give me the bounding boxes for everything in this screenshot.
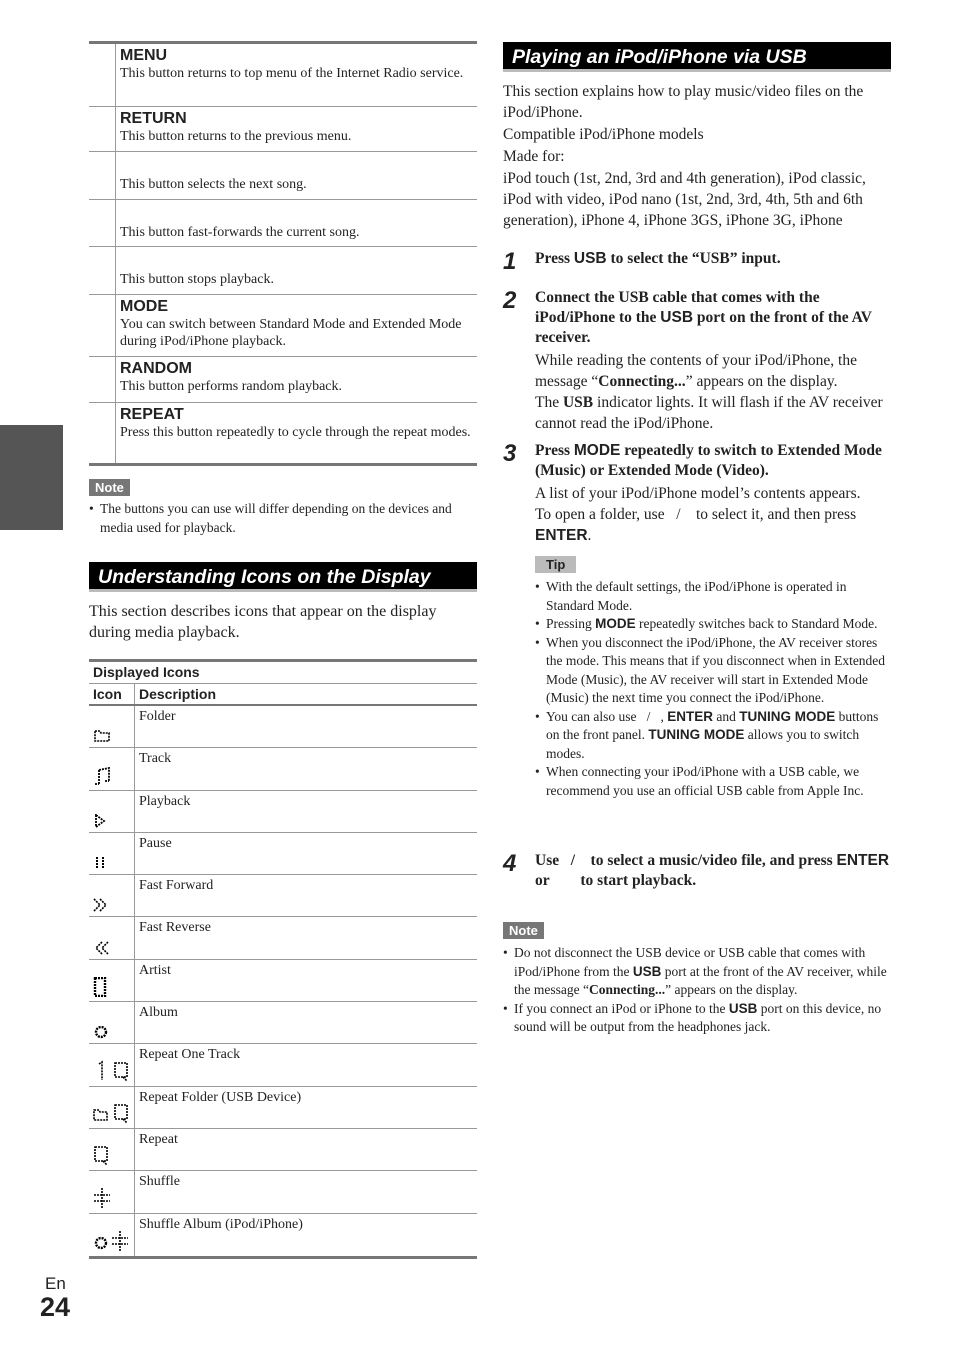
- text: repeatedly switches back to Standard Mode.: [635, 616, 878, 631]
- section-heading: Playing an iPod/iPhone via USB: [503, 42, 891, 72]
- step-2: [503, 288, 891, 434]
- text: or to start playback.: [535, 852, 893, 889]
- table-title: Displayed Icons: [89, 662, 477, 684]
- tip-item: • When connecting your iPod/iPhone with a USB cable, we recommend you use an official USB cable from Apple Inc.: [535, 763, 891, 800]
- section-heading: Understanding Icons on the Display: [89, 562, 477, 592]
- column-header-icon: Icon: [89, 684, 135, 704]
- button-icon-cell: [89, 247, 116, 294]
- table-row: [89, 1002, 477, 1044]
- table-row: [89, 875, 477, 917]
- step-number: 1: [503, 248, 517, 275]
- text: .: [587, 527, 592, 544]
- icon-description: Fast Reverse: [139, 920, 211, 936]
- key-label: TUNING MODE: [739, 708, 836, 724]
- icon-description: Playback: [139, 793, 191, 809]
- button-icon-cell: [89, 107, 116, 151]
- text: repeatedly to switch to Extended Mode (Music) or Extended Mode (Video).: [535, 442, 882, 479]
- button-description: This button stops playback.: [120, 272, 274, 287]
- step-title: [535, 851, 891, 891]
- tip-item: [535, 615, 891, 634]
- text: Press: [535, 250, 574, 267]
- key-label: ENTER: [667, 708, 714, 724]
- button-description: Press this button repeatedly to cycle through the repeat modes.: [120, 425, 471, 440]
- table-row: [89, 295, 477, 357]
- note-box: [503, 922, 891, 1037]
- message-text: Connecting...: [598, 373, 686, 390]
- key-label: TUNING MODE: [648, 727, 745, 742]
- button-description: This button returns to top menu of the Internet Radio service.: [120, 66, 464, 81]
- playback-icon: [93, 814, 107, 828]
- step-title: [535, 288, 891, 348]
- text: You can also use / ,: [546, 708, 668, 724]
- key-label: ENTER: [836, 852, 890, 869]
- button-icon-cell: [89, 403, 116, 463]
- table-row: [89, 1129, 477, 1171]
- button-description: This button performs random playback.: [120, 379, 343, 394]
- paragraph: This section explains how to play music/video files on the iPod/iPhone.: [503, 83, 864, 121]
- text: allows you to switch modes.: [546, 727, 860, 761]
- repeat-icon: [93, 1144, 111, 1166]
- icon-description: Folder: [139, 709, 176, 724]
- text: While reading the contents of your iPod/iPhone, the message “: [535, 352, 857, 390]
- tip-box: [535, 556, 891, 800]
- key-label: USB: [728, 1000, 758, 1016]
- button-description: This button returns to the previous menu.: [120, 129, 352, 144]
- fast-forward-icon: [93, 898, 109, 912]
- artist-icon: [93, 977, 107, 997]
- table-row: [89, 247, 477, 295]
- step-number: 3: [503, 440, 517, 467]
- tip-item: • With the default settings, the iPod/iPhone is operated in Standard Mode.: [535, 578, 891, 615]
- text: Connect the USB cable that comes with the iPod/iPhone to the: [535, 289, 820, 326]
- text: Use / to select a music/video file, and press: [535, 852, 837, 869]
- key-label: USB: [632, 963, 662, 979]
- icon-description: Artist: [139, 962, 171, 978]
- note-label: Note: [89, 479, 130, 496]
- album-icon: [93, 1025, 109, 1039]
- button-name: MENU: [120, 47, 168, 64]
- note-box: [89, 479, 477, 537]
- table-row: [89, 1044, 477, 1086]
- paragraph: Compatible iPod/iPhone models: [503, 126, 704, 143]
- note-item: • The buttons you can use will differ depending on the devices and media used for playback.: [89, 500, 477, 537]
- button-description: You can switch between Standard Mode and Extended Mode during iPod/iPhone playback.: [120, 317, 462, 349]
- column-header-description: Description: [139, 686, 217, 702]
- text: port on this device, no sound will be output from the headphones jack.: [514, 1000, 882, 1034]
- text: indicator lights. It will flash if the AV receiver cannot read the iPod/iPhone.: [535, 394, 883, 432]
- note-item: [503, 944, 891, 1000]
- text: ” appears on the display.: [665, 982, 798, 997]
- key-label: USB: [573, 250, 607, 267]
- table-row: [89, 403, 477, 463]
- remote-buttons-table: [89, 41, 477, 466]
- folder-icon: [93, 729, 111, 743]
- button-icon-cell: [89, 152, 116, 199]
- icon-description: Pause: [139, 835, 172, 851]
- note-item: [503, 1000, 891, 1037]
- repeat-one-icon: [93, 1060, 131, 1082]
- text: port on the front of the AV receiver.: [535, 309, 872, 346]
- message-text: Connecting...: [588, 982, 666, 997]
- table-row: [89, 748, 477, 790]
- key-label: MODE: [595, 616, 636, 631]
- track-icon: [93, 766, 111, 786]
- table-row: [89, 791, 477, 833]
- chapter-side-tab: [0, 425, 63, 530]
- usb-intro: [503, 81, 891, 231]
- table-header: [89, 684, 477, 706]
- paragraph: iPod touch (1st, 2nd, 3rd and 4th generation), iPod classic, iPod with video, iPod nano (1st, 2nd, 3rd, 4th, 5th and 6th generation), iPhone 4, iPhone 3GS, iPhone 3G, iPhone: [503, 170, 866, 229]
- icon-description: Shuffle: [139, 1174, 180, 1190]
- step-text: [535, 504, 891, 546]
- text: The: [535, 394, 563, 411]
- table-row: [89, 107, 477, 152]
- tip-label: Tip: [535, 556, 576, 573]
- button-icon-cell: [89, 295, 116, 356]
- icon-description: Repeat Folder (USB Device): [139, 1089, 302, 1105]
- table-row: [89, 1087, 477, 1129]
- text: and: [713, 708, 740, 724]
- shuffle-album-icon: [93, 1230, 131, 1252]
- text: to select the “USB” input.: [606, 250, 781, 267]
- table-row: [89, 44, 477, 107]
- fast-reverse-icon: [93, 941, 109, 955]
- button-name: MODE: [120, 298, 168, 315]
- icon-description: Repeat: [139, 1131, 178, 1147]
- displayed-icons-table: [89, 659, 477, 1259]
- key-label: ENTER: [535, 527, 588, 544]
- pause-icon: [93, 856, 107, 870]
- step-title: [535, 441, 891, 481]
- step-text: A list of your iPod/iPhone model’s contents appears.: [535, 485, 861, 502]
- key-label: MODE: [573, 442, 621, 459]
- section-intro: This section describes icons that appear on the display during media playback.: [89, 603, 437, 641]
- button-name: REPEAT: [120, 406, 184, 423]
- indicator-label: USB: [562, 394, 594, 411]
- tip-item: [535, 708, 891, 764]
- text: Press: [535, 442, 574, 459]
- icon-description: Track: [139, 751, 172, 767]
- table-row: [89, 152, 477, 200]
- key-label: USB: [660, 309, 694, 326]
- table-row: [89, 357, 477, 403]
- icon-description: Repeat One Track: [139, 1047, 241, 1063]
- text: buttons on the front panel.: [546, 708, 879, 742]
- step-text: [535, 350, 891, 392]
- button-description: This button selects the next song.: [120, 177, 307, 192]
- repeat-folder-icon: [93, 1102, 131, 1124]
- step-title: [535, 249, 891, 269]
- text: Do not disconnect the USB device or USB cable that comes with iPod/iPhone from the: [514, 945, 866, 979]
- shuffle-icon: [93, 1187, 111, 1209]
- table-row: [89, 917, 477, 959]
- note-label: Note: [503, 922, 544, 939]
- paragraph: Made for:: [503, 148, 565, 165]
- text: ” appears on the display.: [685, 373, 838, 390]
- step-number: 2: [503, 287, 517, 314]
- icon-description: Album: [139, 1005, 178, 1021]
- step-number: 4: [503, 850, 517, 877]
- icon-description: Shuffle Album (iPod/iPhone): [139, 1216, 303, 1232]
- tip-item: • When you disconnect the iPod/iPhone, the AV receiver stores the mode. This means that if you disconnect when in Extended Mode (Music), the AV receiver will start in Extended Mode (Music) the next time you connect the iPod/iPhone.: [535, 634, 891, 708]
- button-name: RANDOM: [120, 360, 192, 377]
- table-row: [89, 833, 477, 875]
- table-row: [89, 1171, 477, 1213]
- icon-description: Fast Forward: [139, 878, 214, 894]
- table-row: [89, 960, 477, 1002]
- button-name: RETURN: [120, 110, 187, 127]
- table-row: [89, 706, 477, 748]
- text: port at the front of the AV receiver, while the message “: [514, 963, 887, 997]
- step-1: [503, 248, 891, 275]
- text: To open a folder, use / to select it, and then press: [535, 506, 861, 523]
- page-number: 24: [40, 1292, 71, 1322]
- button-icon-cell: [89, 357, 116, 402]
- table-row: [89, 1214, 477, 1256]
- step-text: [535, 392, 891, 434]
- text: If you connect an iPod or iPhone to the: [514, 1000, 729, 1016]
- page-language: En: [45, 1274, 66, 1293]
- step-4: [503, 851, 891, 891]
- step-3: [503, 441, 891, 546]
- button-icon-cell: [89, 200, 116, 246]
- table-row: [89, 200, 477, 247]
- text: Pressing: [546, 616, 596, 631]
- button-description: This button fast-forwards the current song.: [120, 225, 360, 240]
- button-icon-cell: [89, 44, 116, 106]
